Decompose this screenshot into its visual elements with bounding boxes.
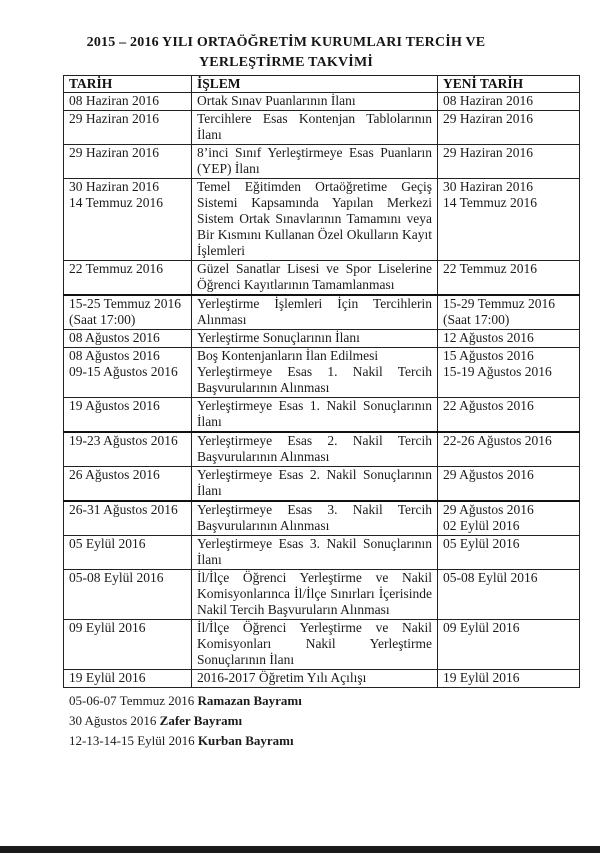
date-text: 19 Ağustos 2016	[69, 398, 160, 413]
action-text: Tercihlere Esas Kontenjan Tablolarının İlanı	[197, 111, 432, 142]
date-text: 29 Haziran 2016	[69, 111, 159, 126]
action-text: Temel Eğitimden Ortaöğretime Geçiş Sistemi Kapsamında Yapılan Merkezi Sistem Ortak Sınavlarının Tamamını veya Bir Kısmını Kullanan Özel Okulların Kayıt İşlemleri	[197, 179, 432, 258]
new-date-text: 22 Ağustos 2016	[443, 398, 534, 413]
cell-islem	[192, 261, 438, 296]
cell-yeni-tarih	[438, 145, 580, 179]
new-date-text: 12 Ağustos 2016	[443, 330, 534, 345]
new-date-text: 29 Haziran 2016	[443, 145, 533, 160]
table-row	[64, 467, 580, 502]
new-date-text: 02 Eylül 2016	[443, 518, 520, 533]
table-row	[64, 348, 580, 398]
holiday-note-date: 12-13-14-15 Eylül 2016	[69, 733, 195, 748]
cell-tarih	[64, 179, 192, 261]
action-text: Yerleştirme Sonuçlarının İlanı	[197, 330, 360, 345]
new-date-text: 15 Ağustos 2016	[443, 348, 534, 363]
action-text: Yerleştirmeye Esas 3. Nakil Tercih Başvurularının Alınması	[197, 502, 432, 533]
cell-tarih	[64, 620, 192, 670]
new-date-text: 05 Eylül 2016	[443, 536, 520, 551]
cell-tarih	[64, 670, 192, 688]
date-text: 09 Eylül 2016	[69, 620, 146, 635]
date-text: 22 Temmuz 2016	[69, 261, 164, 276]
cell-yeni-tarih	[438, 295, 580, 330]
holiday-note-line	[69, 711, 302, 731]
action-text: Ortak Sınav Puanlarının İlanı	[197, 93, 356, 108]
cell-tarih	[64, 93, 192, 111]
table-row	[64, 536, 580, 570]
action-text: İl/İlçe Öğrenci Yerleştirme ve Nakil Komisyonlarınca İl/İlçe Sınırları İçerisinde Nakil Tercih Başvuruların Alınması	[197, 570, 432, 617]
table-row	[64, 145, 580, 179]
schedule-table-body	[64, 93, 580, 688]
cell-tarih	[64, 398, 192, 433]
col-header-tarih: TARİH	[64, 76, 192, 93]
table-row	[64, 398, 580, 433]
page-title	[0, 33, 572, 73]
new-date-text: 15-29 Temmuz 2016 (Saat 17:00)	[443, 296, 556, 327]
cell-yeni-tarih	[438, 670, 580, 688]
cell-islem	[192, 111, 438, 145]
page-title-line1: 2015 – 2016 YILI ORTAÖĞRETİM KURUMLARI TERCİH VE	[86, 35, 486, 50]
cell-tarih	[64, 432, 192, 467]
cell-tarih	[64, 467, 192, 502]
date-text: 26-31 Ağustos 2016	[69, 502, 178, 517]
date-text: 26 Ağustos 2016	[69, 467, 160, 482]
new-date-text: 08 Haziran 2016	[443, 93, 533, 108]
col-header-yeni-tarih: YENİ TARİH	[438, 76, 580, 93]
holiday-note-name: Kurban Bayramı	[197, 733, 294, 748]
date-text: 15-25 Temmuz 2016 (Saat 17:00)	[69, 296, 182, 327]
cell-islem	[192, 467, 438, 502]
date-text: 08 Ağustos 2016	[69, 348, 160, 363]
cell-islem	[192, 570, 438, 620]
cell-islem	[192, 295, 438, 330]
cell-yeni-tarih	[438, 261, 580, 296]
action-text: Yerleştirme İşlemleri İçin Tercihlerin Alınması	[197, 296, 432, 327]
cell-islem	[192, 670, 438, 688]
holiday-notes	[69, 691, 302, 751]
action-text: Yerleştirmeye Esas 1. Nakil Sonuçlarının İlanı	[197, 398, 432, 429]
page-title-line2: YERLEŞTİRME TAKVİMİ	[198, 55, 374, 70]
action-text: Yerleştirmeye Esas 3. Nakil Sonuçlarının İlanı	[197, 536, 432, 567]
date-text: 30 Haziran 2016	[69, 179, 159, 194]
holiday-note-line	[69, 691, 302, 711]
cell-tarih	[64, 348, 192, 398]
new-date-text: 15-19 Ağustos 2016	[443, 364, 552, 379]
new-date-text: 22 Temmuz 2016	[443, 261, 538, 276]
date-text: 08 Ağustos 2016	[69, 330, 160, 345]
cell-tarih	[64, 295, 192, 330]
cell-islem	[192, 330, 438, 348]
table-header-row	[64, 76, 580, 93]
cell-islem	[192, 432, 438, 467]
table-row	[64, 330, 580, 348]
cell-islem	[192, 536, 438, 570]
action-text: 2016-2017 Öğretim Yılı Açılışı	[197, 670, 367, 685]
date-text: 05-08 Eylül 2016	[69, 570, 164, 585]
cell-tarih	[64, 145, 192, 179]
cell-yeni-tarih	[438, 348, 580, 398]
cell-tarih	[64, 261, 192, 296]
action-text: Yerleştirmeye Esas 2. Nakil Sonuçlarının İlanı	[197, 467, 432, 498]
new-date-text: 29 Haziran 2016	[443, 111, 533, 126]
cell-yeni-tarih	[438, 432, 580, 467]
holiday-note-name: Ramazan Bayramı	[197, 693, 302, 708]
cell-tarih	[64, 111, 192, 145]
cell-islem	[192, 179, 438, 261]
cell-yeni-tarih	[438, 330, 580, 348]
holiday-note-date: 05-06-07 Temmuz 2016	[69, 693, 195, 708]
date-text: 19-23 Ağustos 2016	[69, 433, 178, 448]
table-row	[64, 570, 580, 620]
table-row	[64, 295, 580, 330]
cell-islem	[192, 398, 438, 433]
table-row	[64, 620, 580, 670]
schedule-table	[63, 75, 580, 688]
action-text: Güzel Sanatlar Lisesi ve Spor Liselerine Öğrenci Kayıtlarının Tamamlanması	[197, 261, 432, 292]
cell-islem	[192, 93, 438, 111]
cell-yeni-tarih	[438, 398, 580, 433]
action-text: 8’inci Sınıf Yerleştirmeye Esas Puanların (YEP) İlanı	[197, 145, 432, 176]
date-text: 09-15 Ağustos 2016	[69, 364, 178, 379]
action-text: Yerleştirmeye Esas 2. Nakil Tercih Başvurularının Alınması	[197, 433, 432, 464]
table-row	[64, 501, 580, 536]
cell-yeni-tarih	[438, 501, 580, 536]
new-date-text: 19 Eylül 2016	[443, 670, 520, 685]
cell-yeni-tarih	[438, 536, 580, 570]
col-header-islem: İŞLEM	[192, 76, 438, 93]
cell-islem	[192, 501, 438, 536]
new-date-text: 29 Ağustos 2016	[443, 467, 534, 482]
cell-yeni-tarih	[438, 570, 580, 620]
date-text: 08 Haziran 2016	[69, 93, 159, 108]
new-date-text: 29 Ağustos 2016	[443, 502, 534, 517]
cell-yeni-tarih	[438, 620, 580, 670]
new-date-text: 14 Temmuz 2016	[443, 195, 538, 210]
new-date-text: 30 Haziran 2016	[443, 179, 533, 194]
table-row	[64, 179, 580, 261]
date-text: 14 Temmuz 2016	[69, 195, 164, 210]
cell-yeni-tarih	[438, 467, 580, 502]
holiday-note-date: 30 Ağustos 2016	[69, 713, 157, 728]
cell-islem	[192, 145, 438, 179]
date-text: 19 Eylül 2016	[69, 670, 146, 685]
holiday-note-line	[69, 731, 302, 751]
holiday-note-name: Zafer Bayramı	[159, 713, 243, 728]
table-row	[64, 93, 580, 111]
table-row	[64, 670, 580, 688]
action-text: İl/İlçe Öğrenci Yerleştirme ve Nakil Komisyonları Nakil Yerleştirme Sonuçlarının İlanı	[197, 620, 432, 667]
cell-yeni-tarih	[438, 179, 580, 261]
new-date-text: 22-26 Ağustos 2016	[443, 433, 552, 448]
date-text: 05 Eylül 2016	[69, 536, 146, 551]
cell-tarih	[64, 501, 192, 536]
cell-tarih	[64, 570, 192, 620]
cell-tarih	[64, 536, 192, 570]
cell-islem	[192, 348, 438, 398]
date-text: 29 Haziran 2016	[69, 145, 159, 160]
cell-yeni-tarih	[438, 111, 580, 145]
table-row	[64, 111, 580, 145]
scan-edge-bottom	[0, 846, 600, 853]
new-date-text: 09 Eylül 2016	[443, 620, 520, 635]
table-row	[64, 432, 580, 467]
cell-islem	[192, 620, 438, 670]
new-date-text: 05-08 Eylül 2016	[443, 570, 538, 585]
cell-yeni-tarih	[438, 93, 580, 111]
cell-tarih	[64, 330, 192, 348]
action-text: Boş Kontenjanların İlan Edilmesi	[197, 348, 379, 363]
action-text: Yerleştirmeye Esas 1. Nakil Tercih Başvurularının Alınması	[197, 364, 432, 395]
table-row	[64, 261, 580, 296]
